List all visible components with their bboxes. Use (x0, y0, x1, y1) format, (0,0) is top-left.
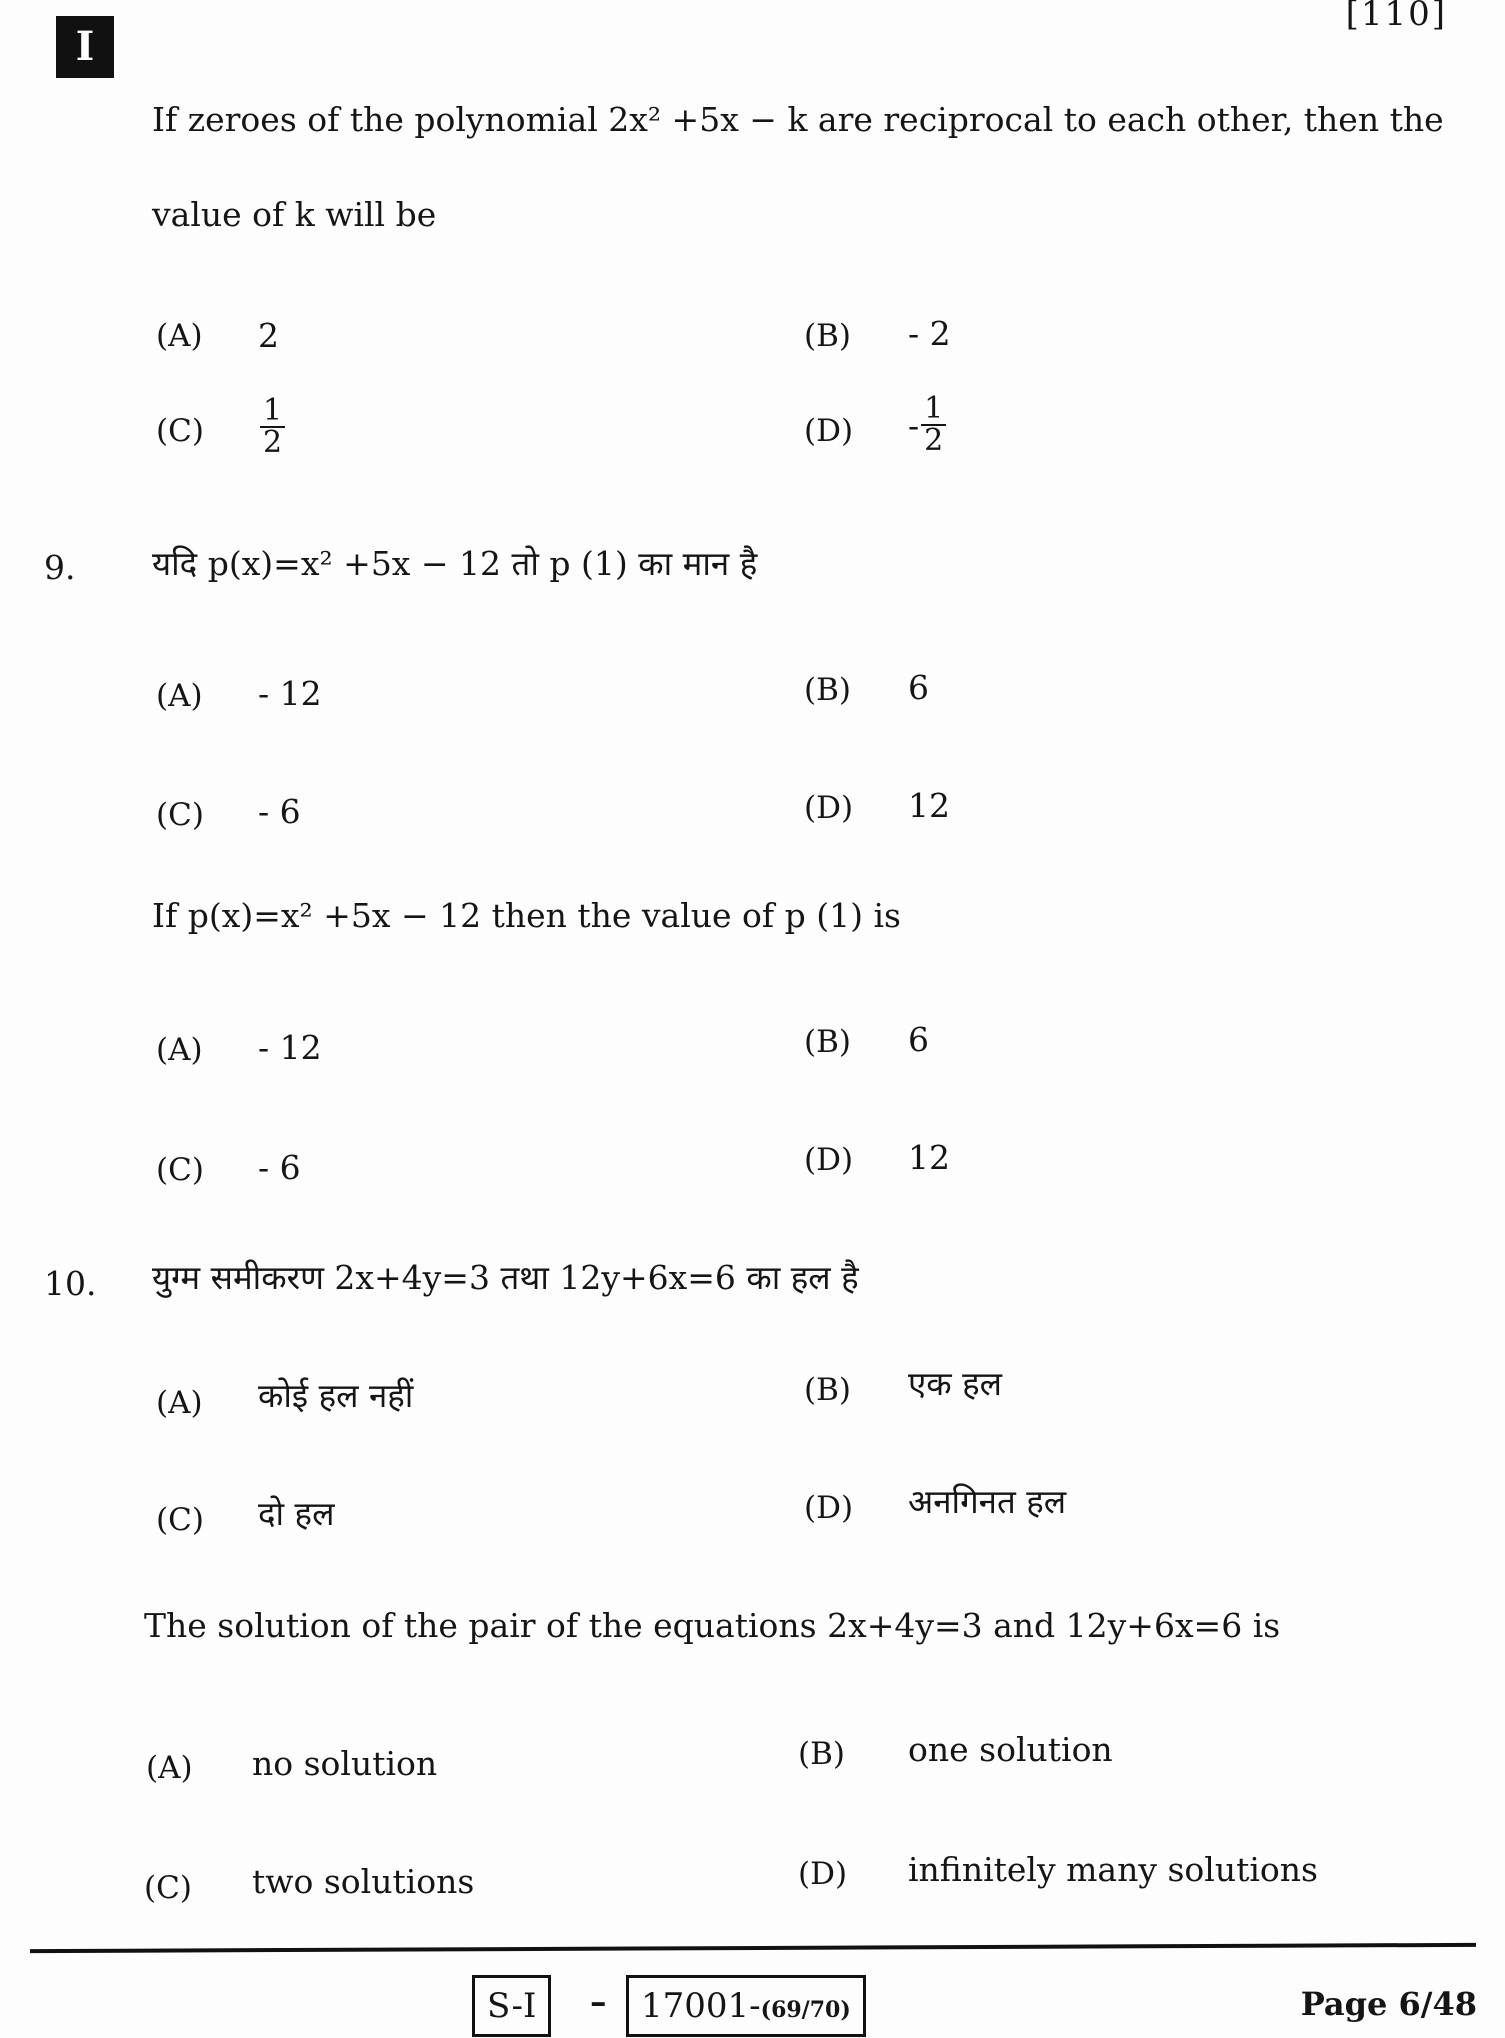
paper-code: 17001- (641, 1986, 761, 2026)
set-code-box: S-I (472, 1975, 551, 2037)
q10-en-option-b-value: one solution (908, 1730, 1113, 1769)
q9-en-option-c-label: (C) (156, 1152, 204, 1188)
footer-dash: – (590, 1982, 607, 2021)
q10-english-text: The solution of the pair of the equations 2x+4y=3 and 12y+6x=6 is (144, 1606, 1281, 1645)
q9-hi-option-b-label: (B) (804, 672, 851, 708)
q9-hi-option-d-label: (D) (804, 790, 854, 826)
q10-en-option-a-label: (A) (146, 1750, 193, 1786)
q8-option-d-label: (D) (804, 413, 854, 449)
question-paper-code: [110] (1345, 0, 1447, 34)
q9-hi-option-a-label: (A) (156, 678, 203, 714)
q10-hi-option-d-value: अनगिनत हल (908, 1482, 1067, 1521)
q9-hi-option-a-value: - 12 (258, 674, 322, 713)
q10-hi-option-d-label: (D) (804, 1490, 854, 1526)
fraction (921, 391, 946, 458)
section-marker: I (56, 16, 114, 78)
q8-option-c-value (258, 393, 285, 460)
numerator: 1 (921, 394, 946, 426)
q9-en-option-b-value: 6 (908, 1020, 929, 1059)
q10-en-option-d-value: infinitely many solutions (908, 1850, 1318, 1889)
q10-hi-option-b-label: (B) (804, 1372, 851, 1408)
q9-hi-option-c-label: (C) (156, 797, 204, 833)
numerator: 1 (260, 396, 285, 428)
q9-english-text: If p(x)=x² +5x − 12 then the value of p (1) is (152, 896, 901, 935)
sign: - (908, 405, 920, 445)
q10-en-option-a-value: no solution (252, 1744, 438, 1783)
q8-option-a-value: 2 (258, 316, 279, 355)
q10-en-option-b-label: (B) (798, 1736, 845, 1772)
q9-hi-option-d-value: 12 (908, 786, 950, 825)
q10-hi-option-a-value: कोई हल नहीं (258, 1376, 414, 1415)
denominator: 2 (263, 425, 283, 460)
q9-hi-option-c-value: - 6 (258, 792, 301, 831)
q9-en-option-c-value: - 6 (258, 1148, 301, 1187)
q9-number: 9. (44, 548, 76, 587)
paper-code-sub: (69/70) (760, 1997, 851, 2023)
q10-en-option-d-label: (D) (798, 1856, 848, 1892)
page-number: Page 6/48 (1300, 1985, 1477, 2023)
denominator: 2 (924, 423, 944, 458)
fraction (260, 393, 285, 460)
footer-divider (30, 1943, 1476, 1953)
q9-en-option-b-label: (B) (804, 1024, 851, 1060)
q10-hi-option-c-label: (C) (156, 1502, 204, 1538)
q9-en-option-d-label: (D) (804, 1142, 854, 1178)
q8-text-line2: value of k will be (152, 195, 437, 234)
q8-option-d-value (908, 391, 946, 458)
q10-hi-option-a-label: (A) (156, 1385, 203, 1421)
q8-option-a-label: (A) (156, 318, 203, 354)
q9-en-option-d-value: 12 (908, 1138, 950, 1177)
q10-en-option-c-label: (C) (144, 1870, 192, 1906)
q8-text-line1: If zeroes of the polynomial 2x² +5x − k are reciprocal to each other, then the (152, 100, 1444, 139)
q9-en-option-a-value: - 12 (258, 1028, 322, 1067)
q10-hi-option-c-value: दो हल (258, 1494, 335, 1533)
q10-hi-option-b-value: एक हल (908, 1364, 1002, 1403)
q10-en-option-c-value: two solutions (252, 1862, 475, 1901)
q9-hi-option-b-value: 6 (908, 668, 929, 707)
q8-option-c-label: (C) (156, 413, 204, 449)
paper-code-box (626, 1975, 866, 2037)
q9-en-option-a-label: (A) (156, 1032, 203, 1068)
q10-hindi-text: युग्म समीकरण 2x+4y=3 तथा 12y+6x=6 का हल है (152, 1258, 859, 1297)
q9-hindi-text: यदि p(x)=x² +5x − 12 तो p (1) का मान है (152, 544, 758, 583)
q8-option-b-label: (B) (804, 318, 851, 354)
q8-option-b-value: - 2 (908, 314, 951, 353)
q10-number: 10. (44, 1264, 97, 1303)
